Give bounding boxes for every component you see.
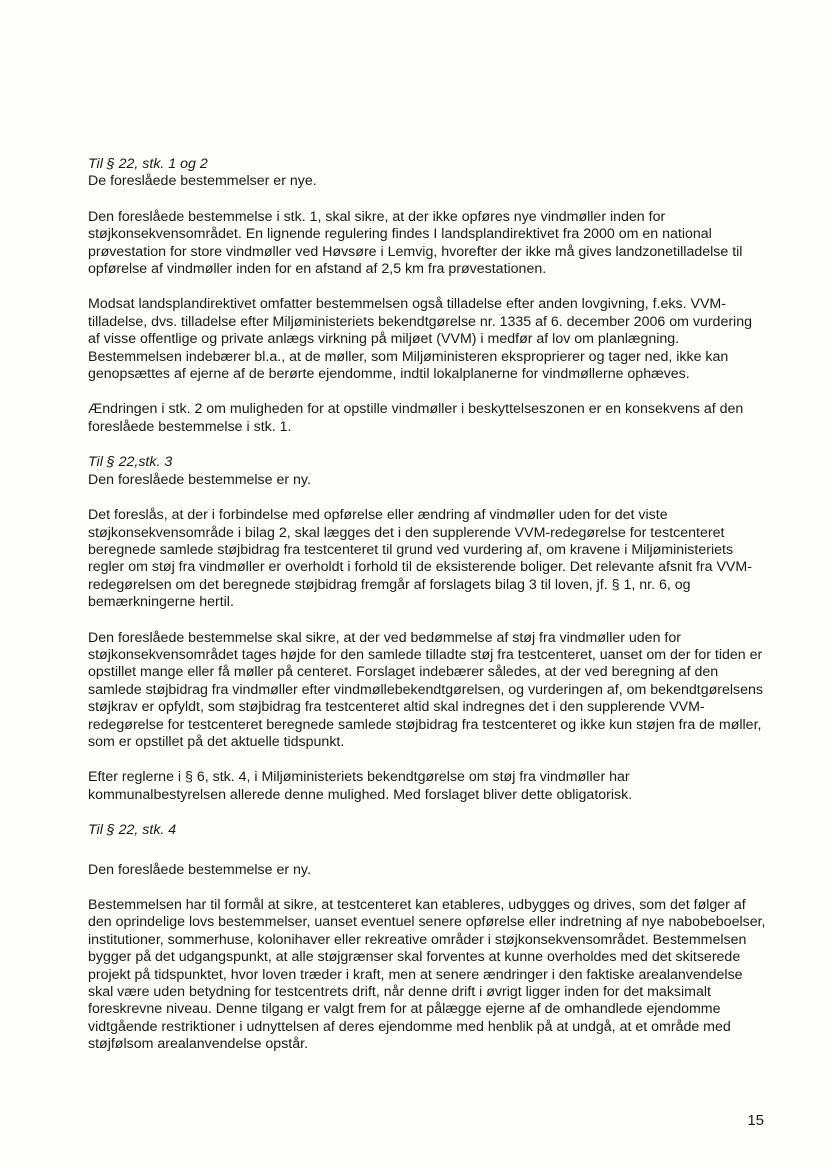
section-22-stk-4 <box>88 822 766 879</box>
section-intro: De foreslåede bestemmelser er nye. <box>88 173 317 190</box>
section-22-stk-1-2 <box>88 156 766 191</box>
paragraph: Bestemmelsen har til formål at sikre, at testcenteret kan etableres, udbygges og drives, som det følger af den oprindelige lovs bestemmelser, uanset eventuel senere opførelse eller indretning af nye nabobeboelser, institutioner, sommerhuse, kolonihaver eller rekreative områder i støjkonsekvensområdet. Bestemmelsen bygger på det udgangspunkt, at alle støjgrænser skal forventes at kunne overholdes med det skitserede projekt på tidspunktet, hvor loven træder i kraft, men at senere ændringer i den faktiske arealanvendelse skal være uden betydning for testcentrets drift, når denne drift i øvrigt ligger inden for det maksimalt foreskrevne niveau. Denne tilgang er valgt frem for at pålægge ejerne af de omhandlede ejendomme vidtgående restriktioner i udnyttelsen af deres ejendomme med henblik på at undgå, at et område med støjfølsom arealanvendelse opstår. <box>88 897 766 1053</box>
page-number: 15 <box>747 1112 764 1129</box>
paragraph: Den foreslåede bestemmelse skal sikre, at der ved bedømmelse af støj fra vindmøller uden for støjkonsekvensområdet tages højde for den samlede tilladte støj fra testcenteret, uanset om der for tiden er opstillet mange eller få møller på centeret. Forslaget indebærer således, at der ved beregning af den samlede støjbidrag fra vindmøller efter vindmøllebekendtgørelsen, og vurderingen af, om bekendtgørelsens støjkrav er opfyldt, som støjbidrag fra testcenteret altid skal indregnes det i den supplerende VVM-redegørelse for testcenteret beregnede samlede støjbidrag fra testcenteret og ikke kun støjen fra de møller, som er opstillet på det aktuelle tidspunkt. <box>88 629 764 750</box>
section-heading: Til § 22, stk. 1 og 2 <box>88 156 208 172</box>
section-intro: Den foreslåede bestemmelse er ny. <box>88 471 311 488</box>
paragraph: Modsat landsplandirektivet omfatter bestemmelsen også tilladelse efter anden lovgivning, f.eks. VVM-tilladelse, dvs. tilladelse efter Miljøministeriets bekendtgørelse nr. 1335 af 6. december 2006 om vurdering af visse offentlige og private anlægs virkning på miljøet (VVM) i medfør af lov om planlægning. Bestemmelsen indebærer bl.a., at de møller, som Miljøministeren eksproprierer og tager ned, ikke kan genopsættes af ejerne af de berørte ejendomme, indtil lokalplanerne for vindmøllerne ophæves. <box>88 296 752 383</box>
section-intro: Den foreslåede bestemmelse er ny. <box>88 861 311 878</box>
section-22-stk-3 <box>88 454 766 489</box>
section-heading: Til § 22, stk. 4 <box>88 822 177 839</box>
section-heading: Til § 22,stk. 3 <box>88 454 173 471</box>
paragraph: Den foreslåede bestemmelse i stk. 1, skal sikre, at der ikke opføres nye vindmøller inden for støjkonsekvensområdet. En lignende regulering findes I landsplandirektivet fra 2000 om en national prøvestation for store vindmøller ved Høvsøre i Lemvig, hvorefter der ikke må gives landzonetilladelse til opførelse af vindmøller inden for en afstand af 2,5 km fra prøvestationen. <box>88 208 743 278</box>
paragraph: Efter reglerne i § 6, stk. 4, i Miljøministeriets bekendtgørelse om støj fra vindmøller har kommunalbestyrelsen allerede denne mulighed. Med forslaget bliver dette obligatorisk. <box>88 769 633 803</box>
paragraph: Det foreslås, at der i forbindelse med opførelse eller ændring af vindmøller uden for det viste støjkonsekvensområde i bilag 2, skal lægges det i den supplerende VVM-redegørelse for testcenteret beregnede samlede støjbidrag fra testcenteret til grund ved vurdering af, om kravene i Miljøministeriets regler om støj fra vindmøller er overholdt i forhold til de eksisterende boliger. Det relevante afsnit fra VVM-redegørelsen om det beregnede støjbidrag fremgår af forslagets bilag 3 til loven, jf. § 1, nr. 6, og bemærkningerne hertil. <box>88 507 752 611</box>
paragraph: Ændringen i stk. 2 om muligheden for at opstille vindmøller i beskyttelseszonen er en konsekvens af den foreslåede bestemmelse i stk. 1. <box>88 401 744 435</box>
